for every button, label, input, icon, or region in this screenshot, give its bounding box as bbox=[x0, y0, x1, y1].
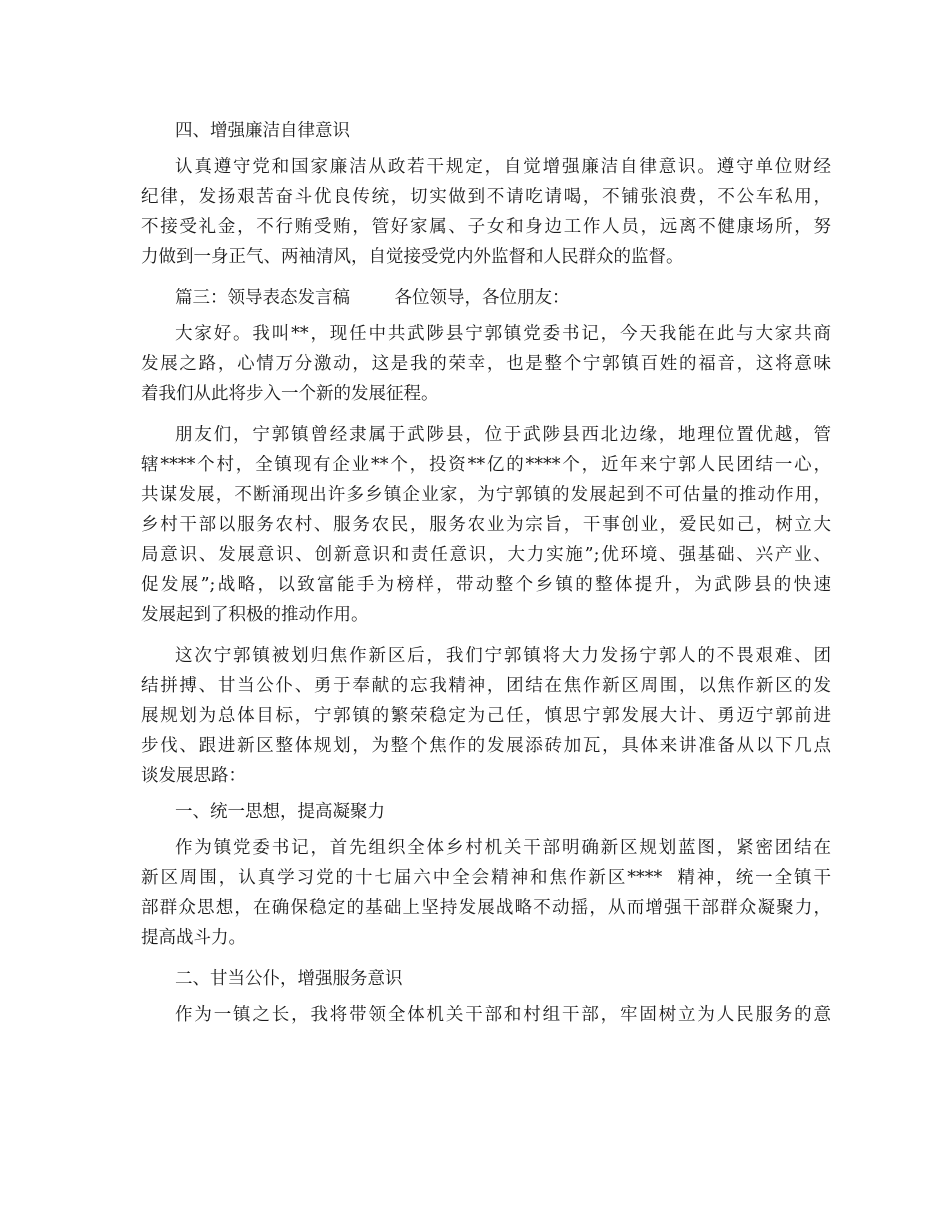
paragraph-line: 力做到一身正气、两袖清风，自觉接受党内外监督和人民群众的监督。 bbox=[141, 247, 684, 267]
paragraph-line: 步伐、跟进新区整体规划，为整个焦作的发展添砖加瓦，具体来讲准备从以下几点 bbox=[141, 736, 831, 756]
paragraph-line: 提高战斗力。 bbox=[141, 928, 246, 948]
paragraph-line: 辖****个村，全镇现有企业**个，投资**亿的****个，近年来宁郭人民团结一心， bbox=[141, 455, 831, 475]
paragraph-line: 这次宁郭镇被划归焦作新区后，我们宁郭镇将大力发扬宁郭人的不畏艰难、团 bbox=[175, 646, 831, 666]
paragraph-line: 新区周围，认真学习党的十七届六中全会精神和焦作新区**** 精神，统一全镇干 bbox=[141, 868, 831, 888]
paragraph-new-district bbox=[141, 641, 831, 791]
paragraph-line: 作为镇党委书记，首先组织全体乡村机关干部明确新区规划蓝图，紧密团结在 bbox=[175, 838, 831, 858]
heading-line: 篇三：领导表态发言稿 各位领导，各位朋友： bbox=[175, 288, 570, 308]
paragraph-line: 作为一镇之长，我将带领全体机关干部和村组干部，牢固树立为人民服务的意 bbox=[175, 1005, 831, 1025]
paragraph-line: 促发展”;战略，以致富能手为榜样，带动整个乡镇的整体提升，为武陟县的快速 bbox=[141, 575, 831, 595]
paragraph-greeting bbox=[141, 319, 831, 409]
section-heading-4 bbox=[141, 116, 831, 146]
document-body bbox=[141, 116, 831, 1030]
paragraph-line: 大家好。我叫**，现任中共武陟县宁郭镇党委书记，今天我能在此与大家共商 bbox=[175, 324, 831, 344]
paragraph-line: 不接受礼金，不行贿受贿，管好家属、子女和身边工作人员，远离不健康场所，努 bbox=[141, 217, 831, 237]
paragraph-line: 展规划为总体目标，宁郭镇的繁荣稳定为己任，慎思宁郭发展大计、勇迈宁郭前进 bbox=[141, 706, 831, 726]
paragraph-line: 局意识、发展意识、创新意识和责任意识，大力实施”;优环境、强基础、兴产业、 bbox=[141, 545, 831, 565]
paragraph-line: 共谋发展，不断涌现出许多乡镇企业家，为宁郭镇的发展起到不可估量的推动作用， bbox=[141, 485, 831, 505]
paragraph-line: 谈发展思路： bbox=[141, 766, 246, 786]
paragraph-line: 发展之路，心情万分激动，这是我的荣幸，也是整个宁郭镇百姓的福音，这将意味 bbox=[141, 354, 831, 374]
paragraph-line: 着我们从此将步入一个新的发展征程。 bbox=[141, 384, 439, 404]
section-heading-2 bbox=[141, 964, 831, 994]
paragraph-unify-thinking bbox=[141, 833, 831, 953]
paragraph-line: 结拼搏、甘当公仆、勇于奉献的忘我精神，团结在焦作新区周围，以焦作新区的发 bbox=[141, 676, 831, 696]
heading-line: 二、甘当公仆，增强服务意识 bbox=[175, 969, 403, 989]
paragraph-line: 朋友们，宁郭镇曾经隶属于武陟县，位于武陟县西北边缘，地理位置优越，管 bbox=[175, 425, 831, 445]
paragraph-town-intro bbox=[141, 420, 831, 630]
paragraph-service bbox=[141, 1000, 831, 1030]
paragraph-line: 认真遵守党和国家廉洁从政若干规定，自觉增强廉洁自律意识。遵守单位财经 bbox=[175, 157, 831, 177]
paragraph-integrity bbox=[141, 152, 831, 272]
paragraph-line: 乡村干部以服务农村、服务农民，服务农业为宗旨，干事创业，爱民如己，树立大 bbox=[141, 515, 831, 535]
paragraph-line: 发展起到了积极的推动作用。 bbox=[141, 605, 369, 625]
paragraph-line: 纪律，发扬艰苦奋斗优良传统，切实做到不请吃请喝，不铺张浪费，不公车私用， bbox=[141, 187, 831, 207]
heading-line: 一、统一思想，提高凝聚力 bbox=[175, 802, 385, 822]
heading-line: 四、增强廉洁自律意识 bbox=[175, 121, 350, 141]
section-heading-1 bbox=[141, 797, 831, 827]
chapter-heading bbox=[141, 283, 831, 313]
paragraph-line: 部群众思想，在确保稳定的基础上坚持发展战略不动摇，从而增强干部群众凝聚力， bbox=[141, 898, 831, 918]
